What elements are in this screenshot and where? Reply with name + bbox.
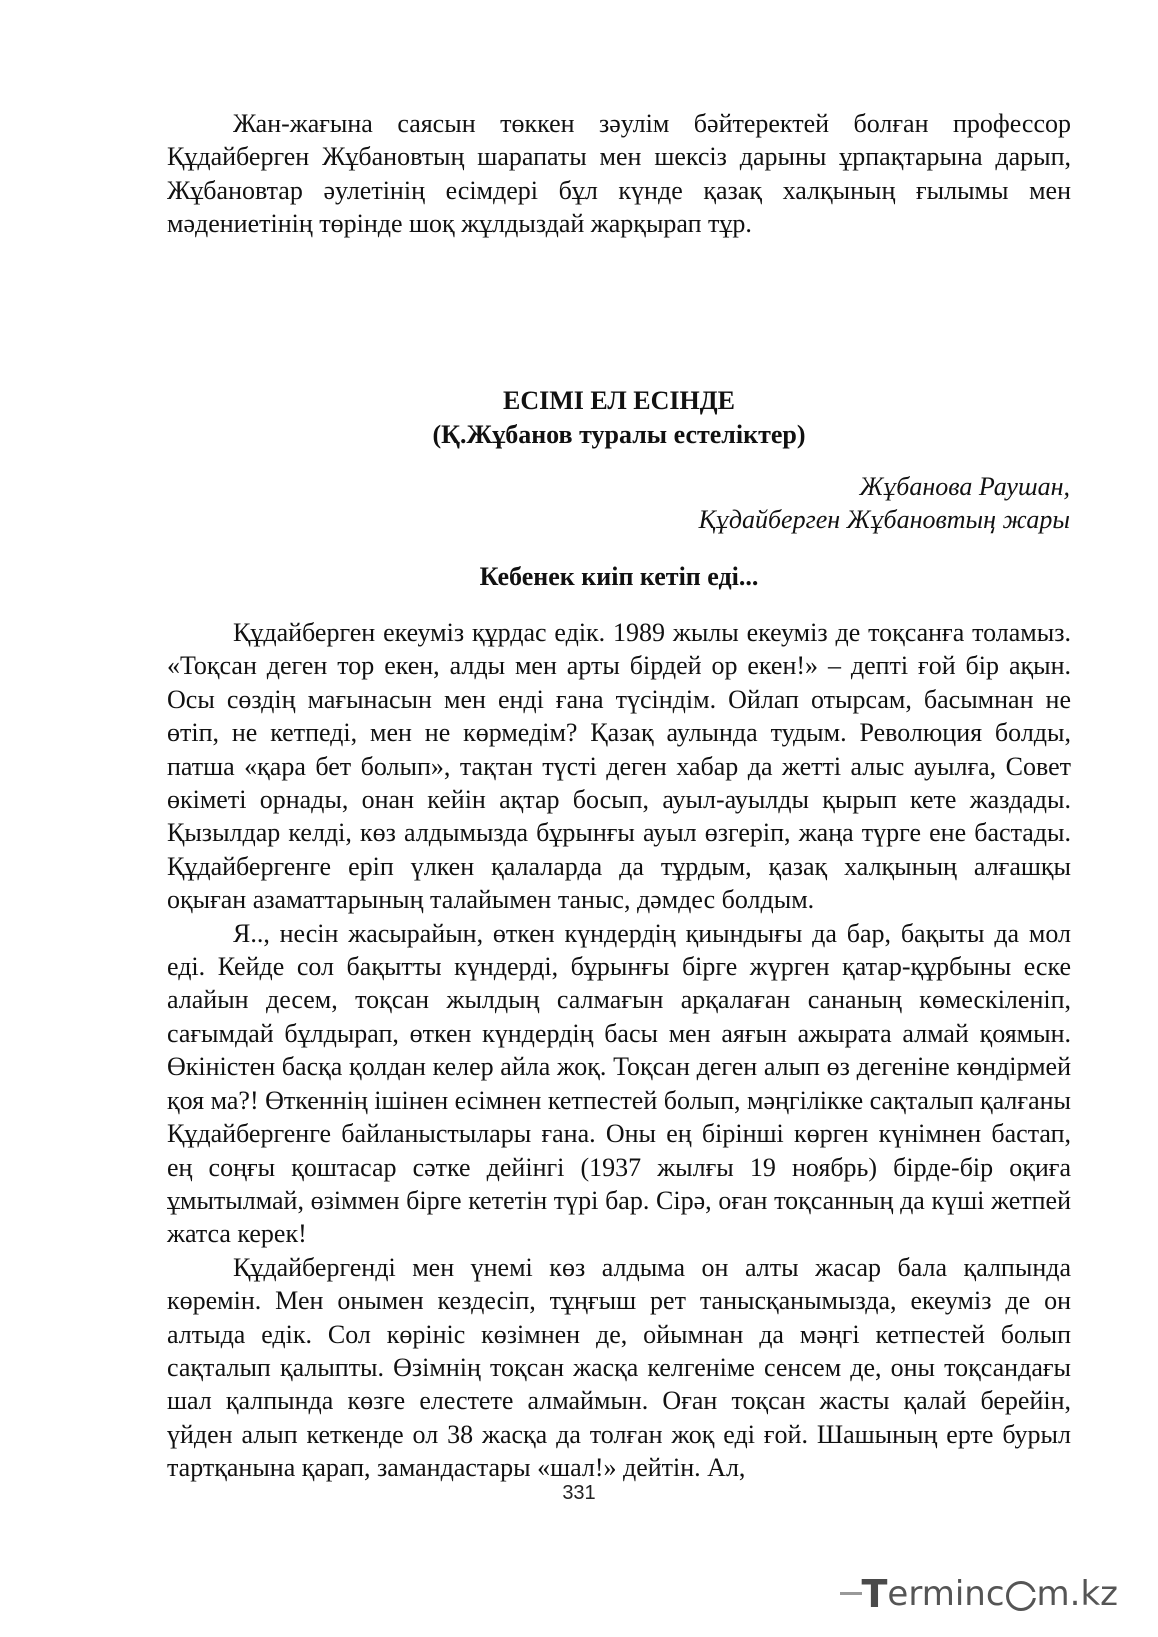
article-subtitle: (Қ.Жұбанов туралы естеліктер) (432, 420, 806, 449)
site-watermark (862, 1572, 1119, 1616)
body-paragraph: Я.., несін жасырайын, өткен күндердің қиындығы да бар, бақыты да мол еді. Кейде сол бақытты күндерді, бұрынғы бірге жүрген қатар-құрбыны еске алайын десем, тоқсан жылдың салмағын арқалаған сананың көмескіленіп, сағымдай бұлдырап, өткен күндердің басы мен аяғын ажырата алмай қоямын. Өкіністен басқа қолдан келер айла жоқ. Тоқсан деген алып өз дегеніне көндірмей қоя ма?! Өткеннің ішінен есімнен кетпестей болып, мәңгілікке сақталып қалғаны Құдайбергенге байланыстылары ғана. Оны ең бірінші көрген күнімнен бастап, ең соңғы қоштасар сәтке дейінгі (1937 жылғы 19 ноябрь) бірде-бір оқиға ұмытылмай, өзіммен бірге кететін түрі бар. Сірә, оған тоқсанның да күші жетпей жатса керек! (167, 918, 1071, 1249)
body-paragraph: Құдайбергенді мен үнемі көз алдыма он алты жасар бала қалпында көремін. Мен онымен кездесіп, тұңғыш рет танысқанымызда, екеуміз де он алтыда едік. Сол көрініс көзімнен де, ойымнан да мәңгі кетпестей болып сақталып қалыпты. Өзімнің тоқсан жасқа келгеніме сенсем де, оны тоқсандағы шал қалпында көзге елестете алмаймын. Оған тоқсан жасты қалай берейін, үйден алып кеткенде ол 38 жасқа да толған жоқ еді ғой. Шашының ерте бурыл тартқанына қарап, замандастары «шал!» дейтін. Ал, (167, 1252, 1071, 1483)
body-text (167, 616, 1071, 1485)
intro-paragraph-block (167, 107, 1071, 241)
watermark-o-icon (1006, 1581, 1036, 1611)
author-name: Жұбанова Раушан, (859, 472, 1070, 501)
watermark-text-part1: erminc (887, 1574, 1005, 1614)
watermark-letter-t: T (861, 1572, 888, 1616)
intro-paragraph: Жан-жағына саясын төккен зәулім бәйтеректей болған профессор Құдайберген Жұбановтың шарапаты мен шексіз дарыны ұрпақтарына дарып, Жұбановтар әулетінің есімдері бұл күнде қазақ халқының ғылымы мен мәдениетінің төрінде шоқ жұлдыздай жарқырап тұр. (167, 109, 1071, 239)
article-title: ЕСІМІ ЕЛ ЕСІНДЕ (503, 386, 735, 415)
section-title: Кебенек киіп кетіп еді... (479, 562, 759, 591)
page-number: 331 (562, 1482, 596, 1504)
watermark-text-part2: m.kz (1036, 1574, 1118, 1614)
body-paragraph: Құдайберген екеуміз құрдас едік. 1989 жылы екеуміз де тоқсанға толамыз. «Тоқсан деген тор екен, алды мен арты бірдей ор екен!» – депті ғой бір ақын. Осы сөздің мағынасын мен енді ғана түсіндім. Ойлап отырсам, басымнан не өтіп, не кетпеді, мен не көрмедім? Қазақ аулында тудым. Революция болды, патша «қара бет болып», тақтан түсті деген хабар да жетті алыс ауылға, Совет өкіметі орнады, онан кейін ақтар босып, ауыл-ауылды қырып кете жаздады. Қызылдар келді, көз алдымызда бұрынғы ауыл өзгеріп, жаңа түрге ене бастады. Құдайбергенге еріп үлкен қалаларда да тұрдым, қазақ халқының алғашқы оқыған азаматтарының талайымен таныс, дәмдес болдым. (167, 618, 1071, 915)
author-role: Құдайберген Жұбановтың жары (698, 505, 1070, 534)
